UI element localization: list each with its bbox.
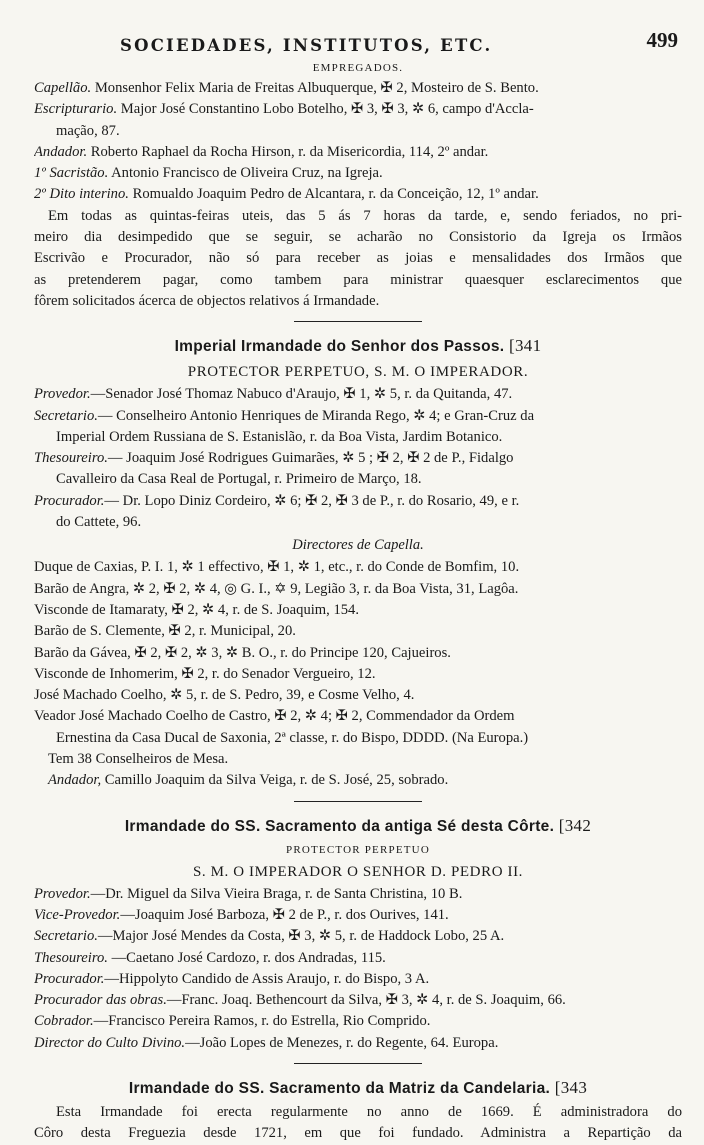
officer-text: —Senador José Thomaz Nabuco d'Araujo, ✠ 1, ✲ 5, r. da Quitanda, 47. — [90, 386, 513, 403]
entry-text: mação, 87. — [56, 122, 120, 139]
protector-line: PROTECTOR PERPETUO, S. M. O IMPERADOR. — [187, 364, 529, 381]
section-title: Imperial Irmandade do Senhor dos Passos. — [174, 338, 505, 356]
paragraph-line: meiro dia desimpedido que se seguir, se acharão no Consistorio da Igreja os Irmãos — [34, 229, 682, 246]
entry-line — [34, 121, 682, 142]
entry-role: 2º Dito interino. — [34, 186, 129, 203]
section-heading — [34, 813, 682, 840]
officer-text: —Francisco Pereira Ramos, r. do Estrella, Rio Comprido. — [93, 1013, 431, 1030]
page — [34, 28, 682, 1145]
director-line: Visconde de Inhomerim, ✠ 2, r. do Senador Vergueiro, 12. — [34, 665, 376, 682]
officer-text: —Caetano José Cardozo, r. dos Andradas, 115. — [107, 949, 386, 966]
director-line: Barão da Gávea, ✠ 2, ✠ 2, ✲ 3, ✲ B. O., r. do Principe 120, Cajueiros. — [34, 644, 451, 661]
officer-line — [34, 1033, 682, 1054]
page-number: 499 — [646, 28, 678, 52]
officer-line — [34, 448, 682, 469]
paragraph-line: fôrem solicitados ácerca de objectos relativos á Irmandade. — [34, 292, 380, 309]
officer-text: do Cattete, 96. — [56, 514, 142, 531]
officer-text: —Major José Mendes da Costa, ✠ 3, ✲ 5, r. de Haddock Lobo, 25 A. — [97, 928, 505, 945]
officer-text: —Franc. Joaq. Bethencourt da Silva, ✠ 3, ✲ 4, r. de S. Joaquim, 66. — [166, 992, 566, 1009]
entry-line — [34, 142, 682, 163]
paragraph-line: Em todas as quintas-feiras uteis, das 5 ás 7 horas da tarde, e, sendo feriados, no pri- — [48, 207, 682, 224]
officer-role: Procurador. — [34, 492, 105, 509]
employees-caption: EMPREGADOS. — [312, 62, 404, 74]
section-divider — [294, 801, 422, 802]
officer-role: Director do Culto Divino. — [34, 1034, 186, 1051]
officer-text: — Joaquim José Rodrigues Guimarães, ✲ 5 ; ✠ 2, ✠ 2 de P., Fidalgo — [107, 450, 514, 467]
officer-line — [34, 948, 682, 969]
paragraph-line: as pretenderem pagar, como tambem para ministrar quaesquer esclarecimentos que — [34, 271, 682, 288]
officer-line — [34, 512, 682, 533]
officer-text: —Hippolyto Candido de Assis Araujo, r. do Bispo, 3 A. — [104, 970, 430, 987]
entry-text: Roberto Raphael da Rocha Hirson, r. da Misericordia, 114, 2º andar. — [87, 143, 489, 160]
section-heading — [34, 333, 682, 360]
director-line: Barão de Angra, ✲ 2, ✠ 2, ✲ 4, ◎ G. I., ✡ 9, Legião 3, r. da Boa Vista, 31, Lagôa. — [34, 580, 519, 597]
entry-role: Capellão. — [34, 80, 92, 96]
protector-line: S. M. O IMPERADOR O SENHOR D. PEDRO II. — [192, 863, 524, 880]
entry-text: Major José Constantino Lobo Botelho, ✠ 3, ✠ 3, ✲ 6, campo d'Accla- — [117, 101, 534, 118]
entry-line — [34, 184, 682, 205]
section-divider — [294, 321, 422, 322]
officer-line — [34, 969, 682, 990]
officer-role: Vice-Provedor. — [34, 906, 121, 923]
entry-role: 1º Sacristão. — [34, 165, 109, 182]
entry-line — [34, 78, 682, 99]
officer-text: — Conselheiro Antonio Henriques de Miranda Rego, ✲ 4; e Gran-Cruz da — [97, 407, 535, 424]
entry-text: Romualdo Joaquim Pedro de Alcantara, r. da Conceição, 12, 1º andar. — [128, 186, 539, 203]
officer-text: —Dr. Miguel da Silva Vieira Braga, r. de Santa Christina, 10 B. — [90, 885, 463, 902]
entry-role: Andador. — [34, 143, 88, 160]
officer-line — [34, 427, 682, 448]
section-title: Irmandade do SS. Sacramento da antiga Sé desta Côrte. — [124, 817, 555, 835]
officer-role: Secretario. — [34, 928, 98, 945]
officer-text: — Dr. Lopo Diniz Cordeiro, ✲ 6; ✠ 2, ✠ 3 de P., r. do Rosario, 49, e r. — [104, 492, 520, 509]
officer-text: Cavalleiro da Casa Real de Portugal, r. Primeiro de Março, 18. — [56, 471, 422, 488]
officer-role: Thesoureiro. — [34, 949, 108, 966]
paragraph-line: Côro desta Freguezia desde 1721, em que foi fundado. Administra a Repartição da — [34, 1125, 682, 1142]
mesa-line: Tem 38 Conselheiros de Mesa. — [48, 751, 229, 768]
paragraph-line: Escrivão e Procurador, não só para receber as joias e mensalidades dos Irmãos que — [34, 250, 682, 267]
director-line: José Machado Coelho, ✲ 5, r. de S. Pedro, 39, e Cosme Velho, 4. — [34, 687, 415, 704]
officer-line — [34, 406, 682, 427]
section-title: Irmandade do SS. Sacramento da Matriz da Candelaria. — [128, 1079, 551, 1097]
officer-text: Imperial Ordem Russiana de S. Estanislão, r. da Boa Vista, Jardim Botanico. — [56, 428, 503, 445]
andador-role: Andador, — [48, 772, 102, 789]
officer-role: Secretario. — [34, 407, 98, 424]
officer-role: Provedor. — [34, 885, 91, 902]
entry-text: Monsenhor Felix Maria de Freitas Albuquerque, ✠ 2, Mosteiro de S. Bento. — [91, 80, 539, 96]
officer-role: Thesoureiro. — [34, 450, 108, 467]
director-line: Veador José Machado Coelho de Castro, ✠ 2, ✲ 4; ✠ 2, Commendador da Ordem — [34, 708, 515, 725]
officer-text: —João Lopes de Menezes, r. do Regente, 64. Europa. — [185, 1034, 499, 1051]
officer-role: Provedor. — [34, 386, 91, 403]
entry-text: Antonio Francisco de Oliveira Cruz, na Igreja. — [108, 165, 383, 182]
officer-line — [34, 926, 682, 947]
director-line: Duque de Caxias, P. I. 1, ✲ 1 effectivo, ✠ 1, ✲ 1, etc., r. do Conde de Bomfim, 10. — [34, 559, 520, 576]
officer-role: Cobrador. — [34, 1013, 94, 1030]
officer-role: Procurador. — [34, 970, 105, 987]
officer-line — [34, 469, 682, 490]
officer-line — [34, 884, 682, 905]
officer-line — [34, 990, 682, 1011]
officer-line — [34, 1011, 682, 1032]
director-line: Visconde de Itamaraty, ✠ 2, ✲ 4, r. de S. Joaquim, 154. — [34, 601, 359, 618]
officer-line — [34, 384, 682, 405]
officer-line — [34, 491, 682, 512]
director-line: Ernestina da Casa Ducal de Saxonia, 2ª classe, r. do Bispo, DDDD. (Na Europa.) — [56, 729, 529, 746]
paragraph-line: Esta Irmandade foi erecta regularmente no anno de 1669. É administradora do — [56, 1103, 682, 1120]
officer-text: —Joaquim José Barboza, ✠ 2 de P., r. dos Ourives, 141. — [120, 906, 449, 923]
section-heading — [34, 1075, 682, 1102]
protector-caption: PROTECTOR PERPETUO — [286, 843, 430, 856]
director-line: Barão de S. Clemente, ✠ 2, r. Municipal, 20. — [34, 623, 296, 640]
section-number: [342 — [558, 815, 592, 835]
officer-line — [34, 905, 682, 926]
section-divider — [294, 1063, 422, 1064]
officer-role: Procurador das obras. — [34, 992, 167, 1009]
directors-title: Directores de Capella. — [292, 537, 424, 554]
andador-line — [34, 770, 682, 791]
running-header — [34, 28, 682, 58]
section-number: [341 — [509, 336, 542, 356]
entry-role: Escripturario. — [34, 101, 118, 118]
section-number: [343 — [554, 1077, 588, 1097]
andador-text: Camillo Joaquim da Silva Veiga, r. de S. José, 25, sobrado. — [101, 772, 449, 789]
entry-line — [34, 99, 682, 120]
header-title: SOCIEDADES, INSTITUTOS, ETC. — [120, 36, 493, 55]
entry-line — [34, 163, 682, 184]
